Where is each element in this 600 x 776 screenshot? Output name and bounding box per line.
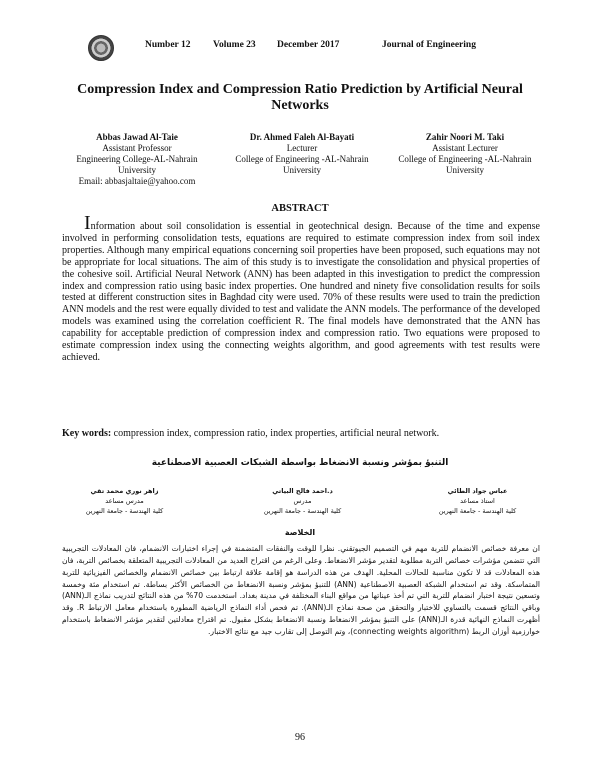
arabic-abstract-heading: الخلاصة <box>284 528 316 537</box>
author-1 <box>72 132 202 187</box>
arabic-author-position: استاذ مساعد <box>460 497 495 505</box>
arabic-author-1 <box>415 486 540 516</box>
author-affiliation: College of Engineering -AL-Nahrain University <box>235 154 369 175</box>
journal-logo-icon <box>88 35 114 61</box>
abstract-drop-cap: I <box>84 212 91 234</box>
abstract-body <box>62 212 541 364</box>
author-affiliation: College of Engineering -AL-Nahrain University <box>398 154 532 175</box>
arabic-author-name: عباس جواد الطائي <box>447 487 508 495</box>
arabic-author-name: زاهر نوري محمد تقي <box>90 487 159 495</box>
author-name: Zahir Noori M. Taki <box>425 132 505 142</box>
author-email[interactable]: Email: abbasjaltaie@yahoo.com <box>78 176 196 186</box>
arabic-abstract-body: ان معرفة خصائص الانضمام للتربة مهم في التصميم الجيوتقني. نظرا للوقت والنفقات المتضمنة في إجراء اختبارات الانضمام، فان المعادلات التجريبية التي تتضمن مؤشرات خصائص التربة مطلوبة لتقدير مؤشر الانضغاط. وعلى الرغم من اقتراح العديد من المعادلات التجريبية المتعلقة بخصائص التربة، فان هذه المعادلات قد لا تكون مناسبة للحالات المحلية. الهدف من هذه الدراسة هو إقامة علاقة ارتباط بين خصائص الانضمام والخصائص الفيزيائية للتربة المتماسكة. وقد تم استخدام الشبكة العصبية الاصطناعية (ANN) للتنبؤ بمؤشر ونسبة الانضغاط من الخصائص الأكثر بساطة. تم استخدام مئة وخمسة وتسعين نتيجة اختبار انضمام للتربة التي تم أخذ عيناتها من مواقع البناء المختلفة في مدينة بغداد. استخدمت 70% من هذه النتائج لتدريب نماذج الـ(ANN) وباقي النتائج قسمت بالتساوي للاختبار والتحقق من صحة نماذج الـ(ANN). تم فحص أداء النماذج الرياضية المطورة باستخدام معامل الارتباط R. وقد أظهرت النماذج النهائية قدرة الـ(ANN) على التنبؤ بمؤشر الانضغاط ونسبة الانضغاط بشكل مقبول. تم اقتراح معادلتين لتقدير مؤشر الانضغاط باستخدام خوارزمية أوزان الربط (connecting weights algorithm)، وتم التوصل إلى تقارب جيد مع نتائج الاختبار. <box>62 544 540 636</box>
author-affiliation: Engineering College-AL-Nahrain University <box>76 154 198 175</box>
keywords <box>62 428 540 439</box>
header-date: December 2017 <box>277 40 340 50</box>
keywords-label: Key words: <box>62 428 112 439</box>
header-number: Number 12 <box>145 40 191 50</box>
page-number: 96 <box>295 732 305 743</box>
arabic-author-3 <box>62 486 187 516</box>
author-2 <box>232 132 372 176</box>
paper-title: Compression Index and Compression Ratio Prediction by Artificial Neural Networks <box>77 82 523 113</box>
author-position: Assistant Professor <box>102 143 172 153</box>
author-3 <box>390 132 540 176</box>
arabic-author-affiliation: كلية الهندسة - جامعة النهرين <box>438 507 517 515</box>
arabic-title: التنبؤ بمؤشر ونسبة الانضغاط بواسطة الشبكات العصبية الاصطناعية <box>151 458 449 468</box>
abstract-heading: ABSTRACT <box>271 203 329 214</box>
arabic-author-2 <box>240 486 365 516</box>
author-position: Lecturer <box>286 143 318 153</box>
arabic-author-name: د.احمد فالح البياتي <box>272 487 333 495</box>
author-name: Abbas Jawad Al-Taie <box>96 132 178 142</box>
abstract-text: nformation about soil consolidation is essential in geotechnical design. Because of the time and expense involved in performing consolidation tests, equations are required to estimate compression index from soil index properties. Although many empirical equations concerning soil properties have been proposed, such equations may not be appropriate for local situations. The aim of this study is to investigate the consolidation and physical properties of the cohesive soil. Artificial Neural Network (ANN) has been adapted in this investigation to predict the compression index and compression ratio using basic index properties. One hundred and ninety five consolidation results for soils tested at different construction sites in Baghdad city were used. 70% of these results were used to train the prediction ANN models and the rest were equally divided to test and validate the ANN models. The performance of the developed models was examined using the correlation coefficient R. The final models have demonstrated that the ANN has capability for acceptable prediction of compression index and compression ratio. Two equations were proposed to estimate compression index using the connecting weights algorithm, and good agreements with test results were achieved. <box>62 221 541 363</box>
arabic-author-position: مدرس <box>293 497 312 505</box>
arabic-author-affiliation: كلية الهندسة - جامعة النهرين <box>85 507 164 515</box>
header-volume: Volume 23 <box>213 40 256 50</box>
arabic-author-position: مدرس مساعد <box>105 497 144 505</box>
arabic-author-affiliation: كلية الهندسة - جامعة النهرين <box>263 507 342 515</box>
author-name: Dr. Ahmed Faleh Al-Bayati <box>249 132 355 142</box>
header-journal: Journal of Engineering <box>382 40 476 50</box>
keywords-text: compression index, compression ratio, index properties, artificial neural network. <box>111 428 440 439</box>
author-position: Assistant Lecturer <box>432 143 498 153</box>
